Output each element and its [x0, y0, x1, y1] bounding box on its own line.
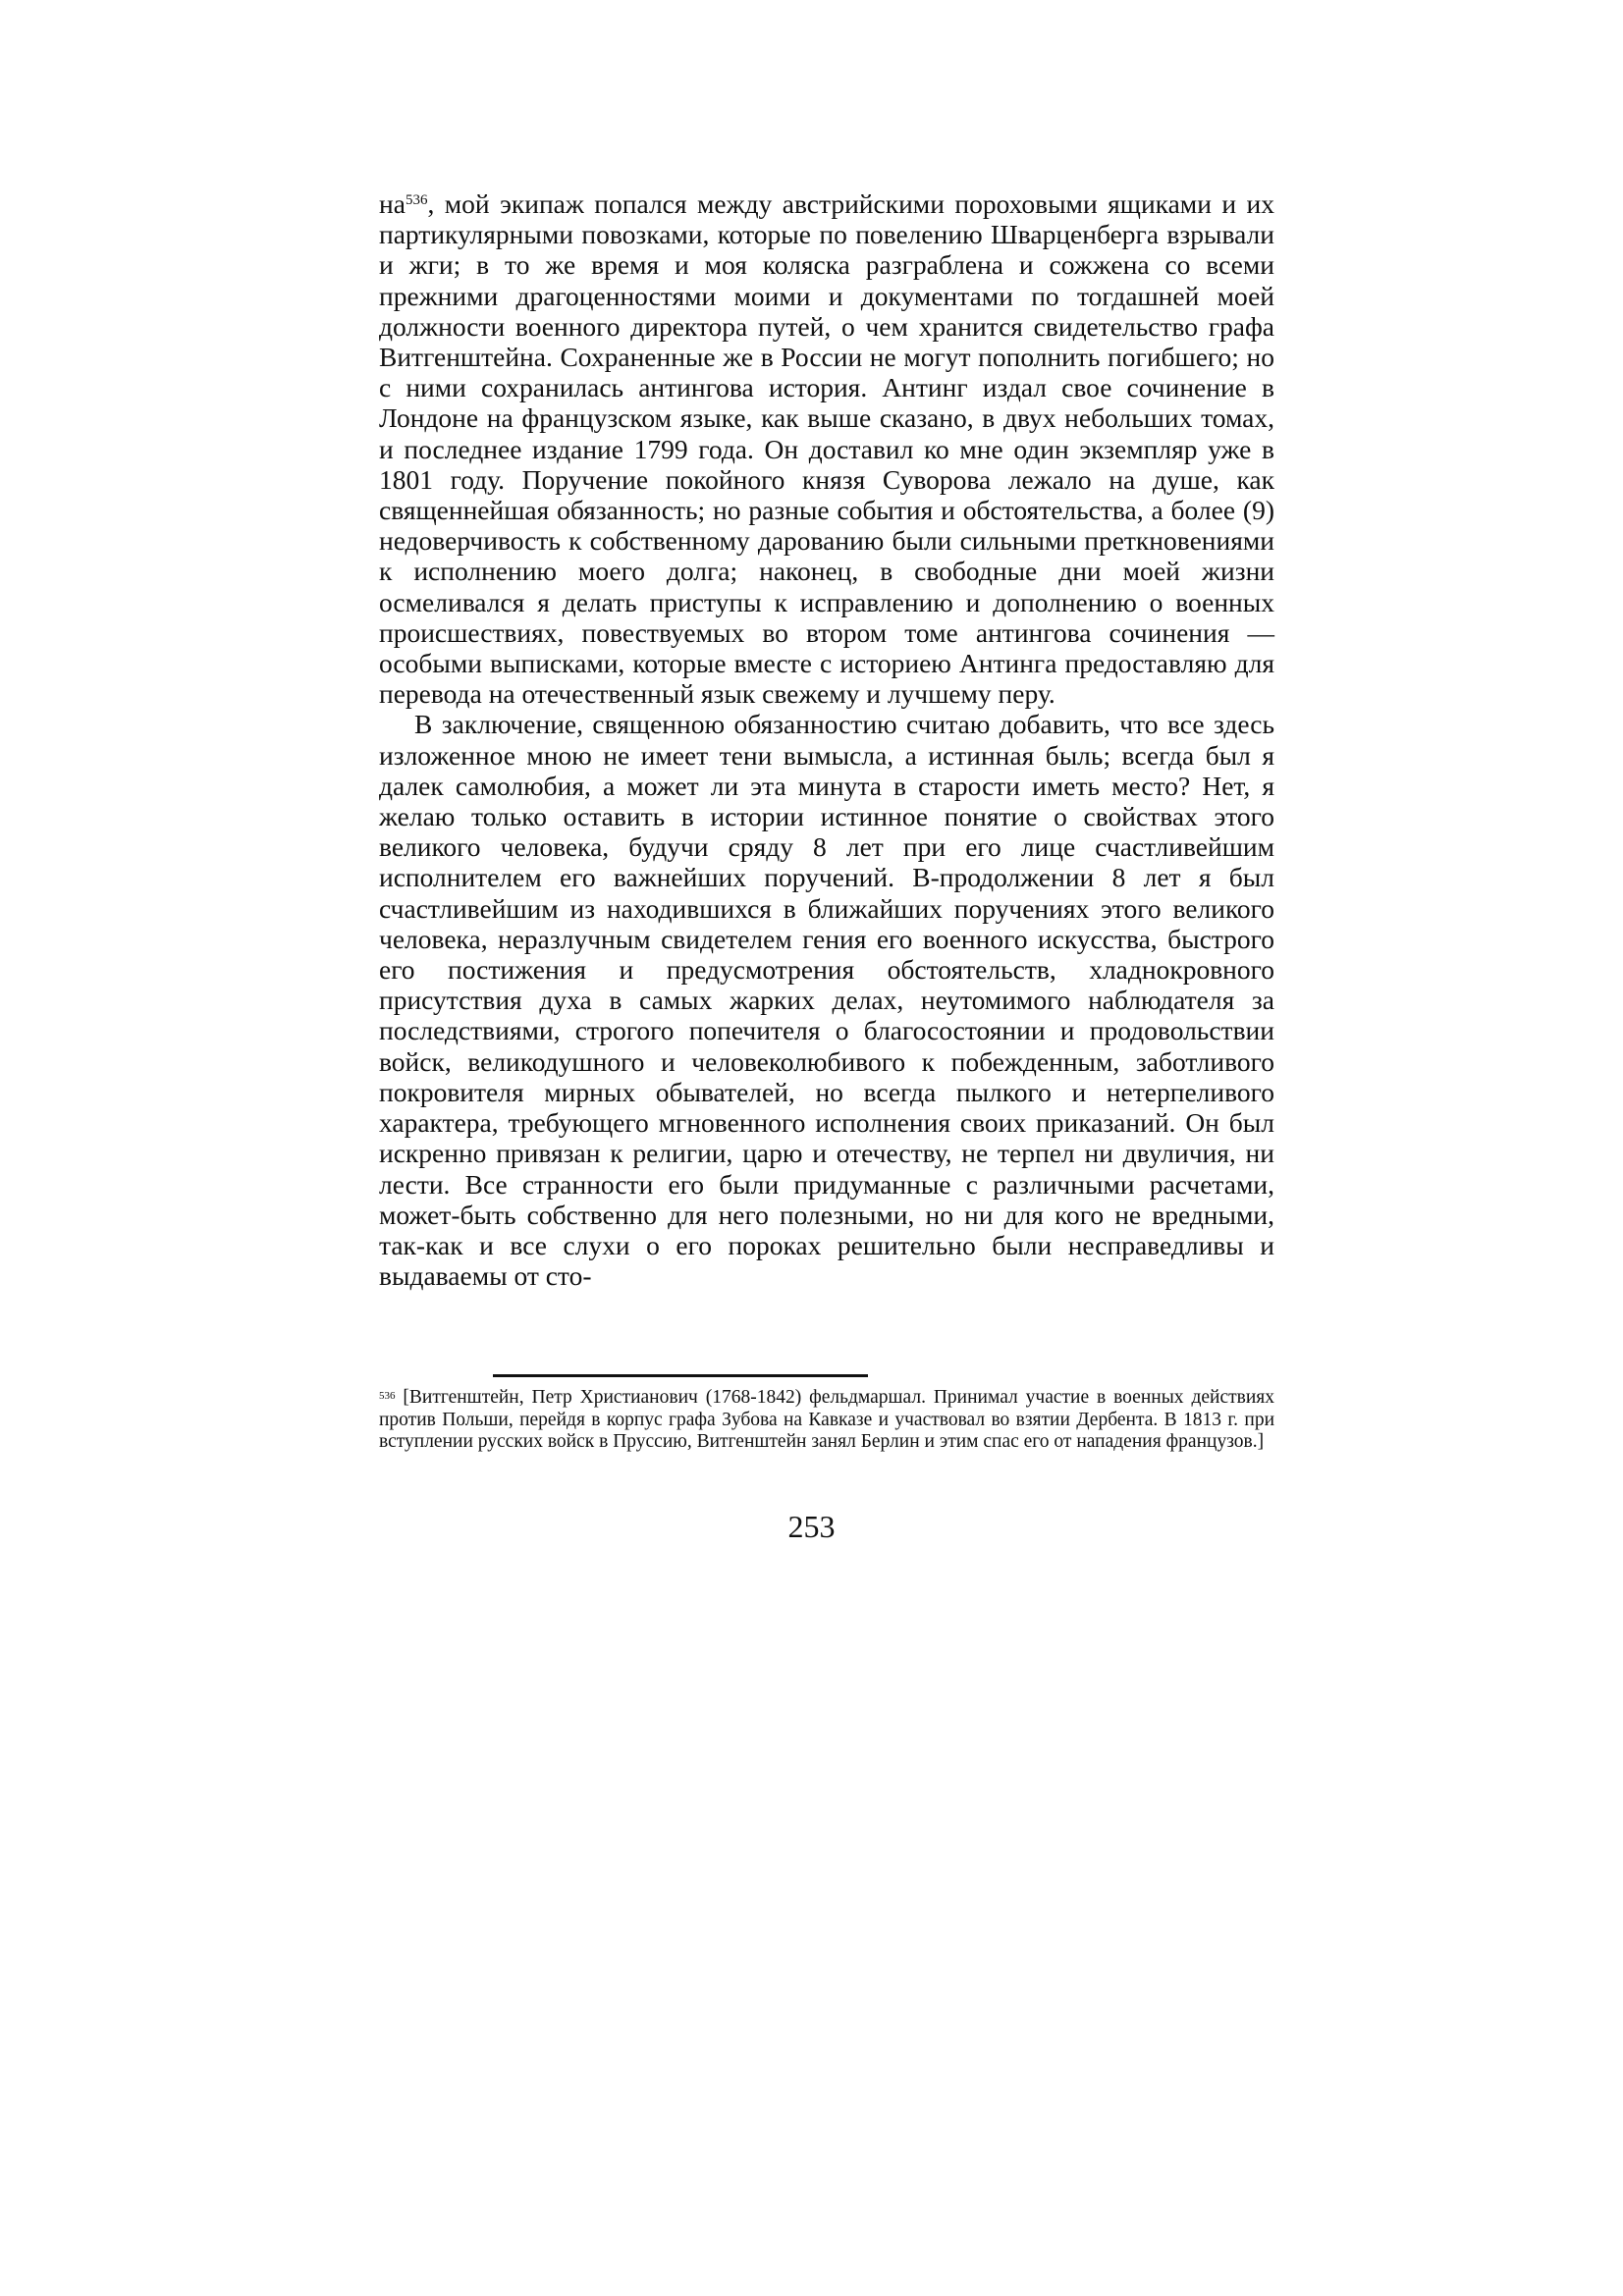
paragraph-1-lead: на	[379, 188, 406, 219]
footnote-marker: 536	[379, 1390, 396, 1402]
footnote-reference[interactable]: 536	[405, 192, 428, 208]
footnote-text: [Витгенштейн, Петр Христианович (1768-1842) фельдмаршал. Принимал участие в военных действиях против Польши, перейдя в корпус графа Зубова на Кавказе и участвовал во взятии Дербента. В 1813 г. при вступлении русских войск в Пруссию, Витгенштейн занял Берлин и этим спас его от нападения французов.]	[379, 1387, 1274, 1452]
page-number: 253	[787, 1509, 836, 1544]
paragraph-1	[379, 188, 1274, 709]
footnote-separator	[493, 1374, 868, 1377]
paragraph-1-text: , мой экипаж попался между австрийскими пороховыми ящиками и их партикулярными повозками, которые по повелению Шварценберга взрывали и жги; в то же время и моя коляска разграблена и сожжена со всеми прежними драгоценностями моими и документами по тогдашней моей должности военного директора путей, о чем хранится свидетельство графа Витгенштейна. Сохраненные же в России не могут пополнить погибшего; но с ними сохранилась антингова история. Антинг издал свое сочинение в Лондоне на французском языке, как выше сказано, в двух небольших томах, и последнее издание 1799 года. Он доставил ко мне один экземпляр уже в 1801 году. Поручение покойного князя Суворова лежало на душе, как священнейшая обязанность; но разные события и обстоятельства, а более (9) недоверчивость к собственному дарованию были сильными преткновениями к исполнению моего долга; наконец, в свободные дни моей жизни осмеливался я делать приступы к исправлению и дополнению о военных происшествиях, повествуемых во втором томе антингова сочинения — особыми выписками, которые вместе с историею Антинга предоставляю для перевода на отечественный язык свежему и лучшему перу.	[379, 188, 1274, 710]
paragraph-2: В заключение, священною обязанностию считаю добавить, что все здесь изложенное мною не имеет тени вымысла, а истинная быль; всегда был я далек самолюбия, а может ли эта минута в старости иметь место? Нет, я желаю только оставить в истории истинное понятие о свойствах этого великого человека, будучи сряду 8 лет при его лице счастливейшим исполнителем его важнейших поручений. В-продолжении 8 лет я был счастливейшим из находившихся в ближайших поручениях этого великого человека, неразлучным свидетелем гения его военного искусства, быстрого его постижения и предусмотрения обстоятельств, хладнокровного присутствия духа в самых жарких делах, неутомимого наблюдателя за последствиями, строгого попечителя о благосостоянии и продовольствии войск, великодушного и человеколюбивого к побежденным, заботливого покровителя мирных обывателей, но всегда пылкого и нетерпеливого характера, требующего мгновенного исполнения своих приказаний. Он был искренно привязан к религии, царю и отечеству, не терпел ни двуличия, ни лести. Все странности его были придуманные с различными расчетами, может-быть собственно для него полезными, но ни для кого не вредными, так-как и все слухи о его пороках решительно были несправедливы и выдаваемы от сто-	[379, 709, 1274, 1292]
footnote	[379, 1387, 1274, 1454]
main-text	[379, 188, 1274, 1291]
